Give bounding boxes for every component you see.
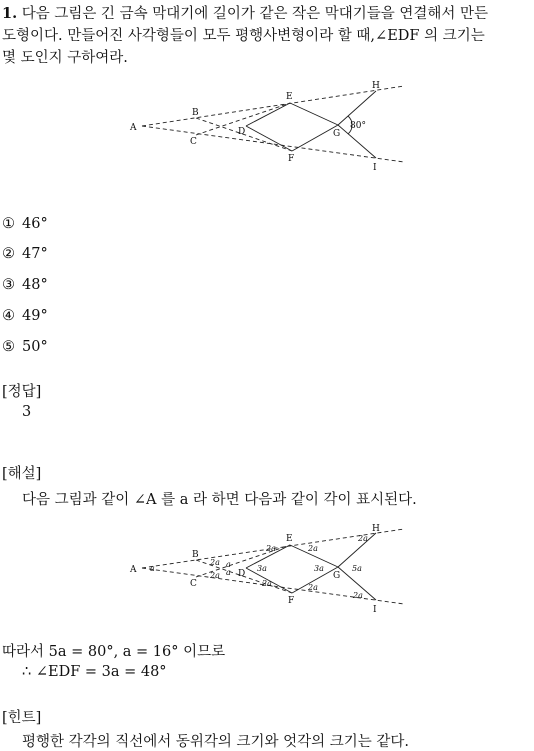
angle-2a-at-E-right: 2a bbox=[308, 544, 318, 553]
question-text-2: 도형이다. 만들어진 사각형들이 모두 평행사변형이라 할 때,∠EDF 의 크기는 bbox=[2, 28, 485, 44]
question-line-1 bbox=[2, 2, 488, 23]
question-text-3: 몇 도인지 구하여라. bbox=[2, 50, 128, 66]
angle-3a-at-D-right: 3a bbox=[257, 564, 267, 573]
choice-1[interactable] bbox=[2, 216, 48, 232]
angle-2a-at-H: 2a bbox=[358, 534, 368, 543]
label-F-2: F bbox=[288, 596, 295, 606]
choice-2-mark: ② bbox=[2, 246, 15, 262]
choice-3-mark: ③ bbox=[2, 277, 15, 293]
label-D: D bbox=[238, 127, 246, 137]
segment-FG bbox=[292, 125, 341, 151]
label-I-2: I bbox=[373, 605, 377, 614]
choice-4-text: 49° bbox=[22, 308, 48, 324]
choice-4-mark: ④ bbox=[2, 308, 15, 324]
label-B: B bbox=[192, 108, 199, 118]
angle-2a-at-I: 2a bbox=[353, 591, 363, 600]
choice-2[interactable] bbox=[2, 246, 48, 262]
segment-DF bbox=[246, 126, 292, 151]
choice-1-mark: ① bbox=[2, 216, 15, 232]
choice-3-text: 48° bbox=[22, 277, 48, 293]
angle-2a-at-C: 2a bbox=[210, 571, 220, 580]
label-G: G bbox=[333, 129, 341, 139]
choice-1-text: 46° bbox=[22, 216, 48, 232]
choice-3[interactable] bbox=[2, 277, 48, 293]
label-B-2: B bbox=[192, 550, 199, 560]
label-A: A bbox=[130, 123, 137, 133]
long-rod-lower bbox=[142, 126, 404, 162]
angle-a-at-D-down: a bbox=[226, 568, 231, 577]
segment-EG bbox=[290, 103, 338, 125]
choice-5-text: 50° bbox=[22, 339, 48, 355]
label-D-2: D bbox=[238, 569, 246, 579]
choice-5[interactable] bbox=[2, 339, 48, 355]
label-F: F bbox=[288, 154, 295, 164]
angle-2a-at-E-left: 2a bbox=[266, 544, 276, 553]
answer-heading: [정답] bbox=[2, 384, 42, 400]
angle-2a-at-F-left: 2a bbox=[262, 579, 272, 588]
label-A-2: A bbox=[130, 565, 137, 575]
long-rod-upper bbox=[142, 86, 404, 126]
choice-2-text: 47° bbox=[22, 246, 48, 262]
angle-3a-at-G-left: 3a bbox=[314, 564, 324, 573]
label-H-2: H bbox=[372, 524, 380, 534]
explanation-line-3: ∴ ∠EDF = 3a = 48° bbox=[22, 664, 167, 680]
answer-value: 3 bbox=[22, 404, 32, 420]
hint-text: 평행한 각각의 직선에서 동위각의 크기와 엇각의 크기는 같다. bbox=[22, 734, 410, 750]
question-number: 1. bbox=[2, 5, 18, 22]
figure-1 bbox=[126, 78, 416, 176]
label-I: I bbox=[373, 163, 377, 173]
long-rod-lower-2 bbox=[142, 568, 404, 604]
question-text-1: 다음 그림은 긴 금속 막대기에 길이가 같은 작은 막대기들을 연결해서 만든 bbox=[21, 6, 489, 22]
label-C-2: C bbox=[190, 579, 197, 589]
figure-2 bbox=[126, 520, 416, 614]
label-E-2: E bbox=[286, 534, 293, 544]
angle-5a-at-G-right: 5a bbox=[352, 564, 362, 573]
hint-heading: [힌트] bbox=[2, 710, 42, 726]
explanation-line-2: 따라서 5a = 80°, a = 16° 이므로 bbox=[2, 644, 226, 660]
angle-2a-at-B: 2a bbox=[210, 558, 220, 567]
angle-2a-at-F-right: 2a bbox=[308, 583, 318, 592]
choice-5-mark: ⑤ bbox=[2, 339, 15, 355]
explanation-heading: [해설] bbox=[2, 466, 42, 482]
label-G-2: G bbox=[333, 571, 341, 581]
label-H: H bbox=[372, 81, 380, 91]
angle-label-80: 80° bbox=[350, 121, 366, 131]
segment-GH bbox=[338, 91, 376, 125]
label-E: E bbox=[286, 92, 293, 102]
angle-a-at-D-up: a bbox=[226, 560, 231, 569]
label-C: C bbox=[190, 137, 197, 147]
explanation-line-1: 다음 그림과 같이 ∠A 를 a 라 하면 다음과 같이 각이 표시된다. bbox=[22, 492, 417, 508]
choice-4[interactable] bbox=[2, 308, 48, 324]
angle-a-at-A: a bbox=[150, 564, 155, 573]
